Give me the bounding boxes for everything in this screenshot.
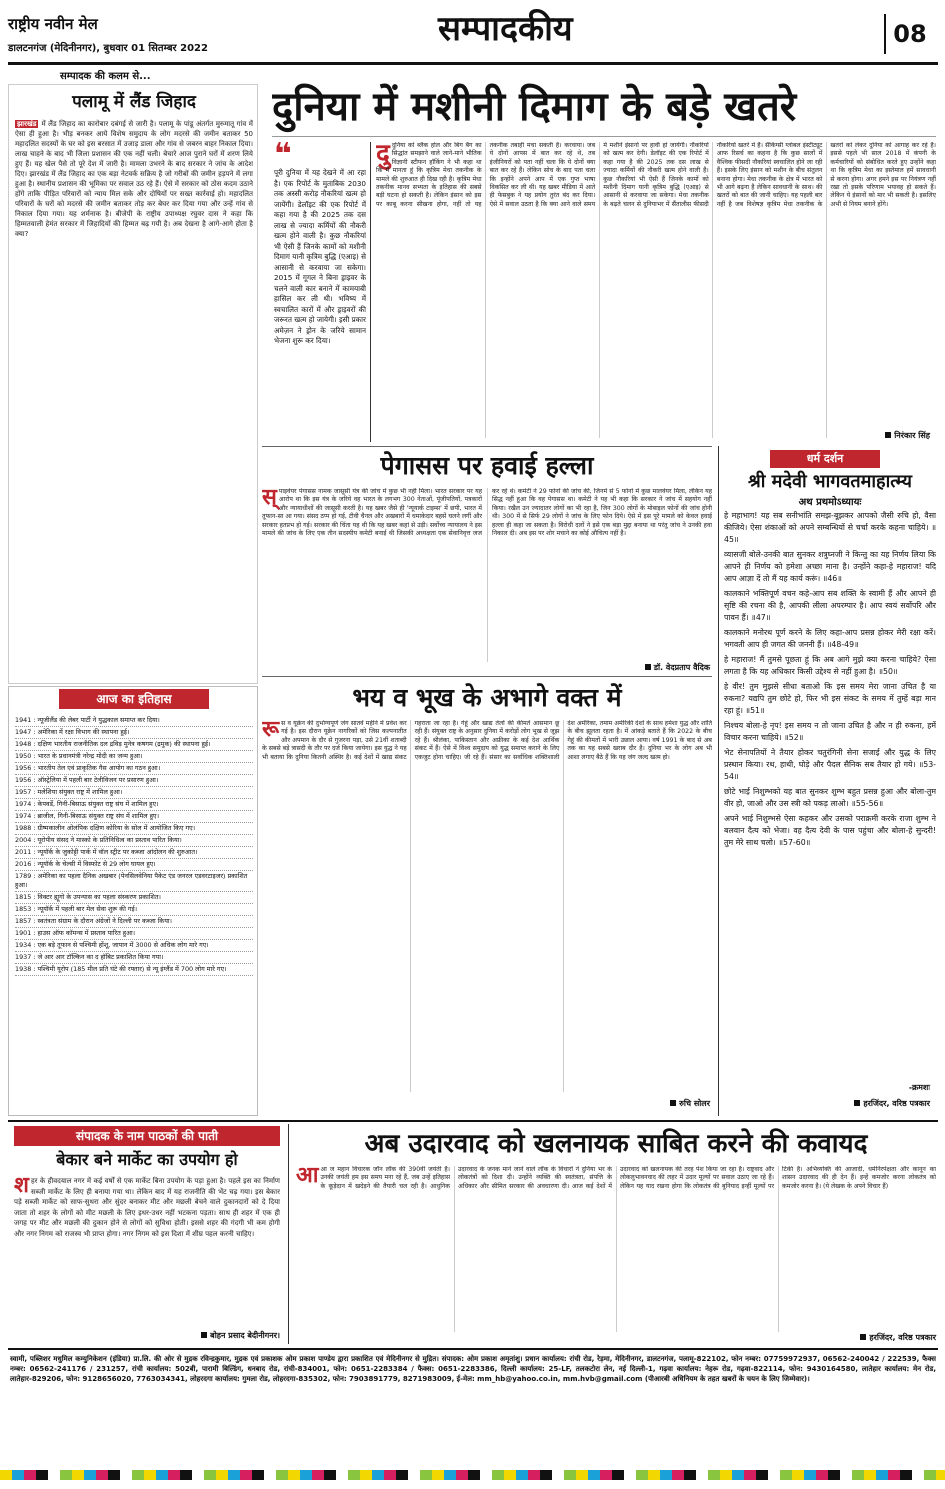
history-list [15, 715, 253, 1111]
verse: कालकाने मनोरथ पूर्ण करने के लिए कहा-आप प्रसन्न होकर मेरी रक्षा करें। भगवती आप ही जगत की जननी हैं। ॥48-49॥ [724, 628, 936, 649]
lead-headline: दुनिया में मशीनी दिमाग के बड़े खतरे [272, 84, 797, 130]
verse: हे महाराज! मैं तुमसे पूछता हूं कि अब आगे मुझे क्या करना चाहिये? ऐसा लगता है कि यह अधिकार किसी उद्देश्य से नहीं हुआ है। ॥50॥ [724, 655, 936, 676]
editor-pen-tag: सम्पादक की कलम से... [60, 71, 151, 82]
lead-byline [780, 430, 930, 441]
list-item: 1988 : ग्रीष्मकालीन ओलंपिक दक्षिण कोरिया के सोल में आयोजित किए गए। [15, 823, 253, 835]
hunger-headline: भय व भूख के अभागे वक्त में [352, 683, 622, 712]
hunger-dropcap: रू [262, 720, 280, 742]
byline-square-icon [885, 432, 891, 438]
letters-headline: बेकार बने मार्केट का उपयोग हो [56, 1150, 238, 1169]
list-item: 1857 : स्वतंत्रता संग्राम के दौरान अंग्रेजों ने दिल्ली पर कब्जा किया। [15, 916, 253, 928]
list-item: 1901 : हाउस ऑफ कॉमन्स में प्रस्ताव पारित हुआ। [15, 928, 253, 940]
mythology-byline-name: हरजिंदर, वरिष्ठ पत्रकार [863, 1099, 930, 1108]
liberalism-byline [780, 1332, 936, 1343]
pegasus-headline: पेगासस पर हवाई हल्ला [380, 451, 594, 480]
masthead [8, 10, 938, 66]
hunger-body [262, 720, 712, 1092]
mythology-banner: धर्म दर्शन [770, 450, 880, 468]
page-number: 08 [884, 14, 934, 54]
verse: निश्चय बोला-हे नृप! इस समय न तो जाना उचित है और न ही रुकना, हमें विचार करना चाहिये। ॥52॥ [724, 721, 936, 742]
pull-quote-text: पूरी दुनिया में यह देखने में आ रहा है। एक रिपोर्ट के मुताबिक 2030 तक अस्सी करोड़ नौकरियां खत्म हो जायेंगी। डेलॉइट की एक रिपोर्ट में कहा गया है की 2025 तक दस लाख से ज्यादा कर्मियों की नौकरी खत्म होने वाली है। कुछ नौकरियां भी ऐसी हैं जिनके कामों को मशीनी दिमाग यानी कृत्रिम बुद्धि (एआइ) से आसानी से करवाया जा सकेगा। 2015 में गूगल ने बिना ड्राइवर के चलने वाली कार बनाने में कामयाबी हासिल कर ली थी। भविष्य में स्वचालित कारों में और ड्राइवरों की जरूरत खत्म हो जायेगी। इसी प्रकार अमेज़न ने ड्रोन के जरिये सामान भेजना शुरू कर दिया। [274, 168, 366, 345]
list-item: 1950 : भारत के प्रधानमंत्री नरेन्द्र मोदी का जन्म हुआ। [15, 751, 253, 763]
list-item: 1948 : दक्षिण भारतीय राजनीतिक दल द्रविड़ मुनेत्र कषगम (द्रमुक) की स्थापना हुई। [15, 739, 253, 751]
lead-pull-quote [274, 137, 366, 442]
list-item: 1956 : भारतीय तेल एवं प्राकृतिक गैस आयोग का गठन हुआ। [15, 763, 253, 775]
list-item: 1957 : मलेशिया संयुक्त राष्ट्र में शामिल हुआ। [15, 787, 253, 799]
list-item: 1853 : न्यूयॉर्क में पहली बार मेल सेवा शुरू की गई। [15, 904, 253, 916]
mythology-continued: -क्रमशः [908, 1083, 930, 1092]
byline-square-icon [201, 1332, 207, 1338]
history-title: आज का इतिहास [59, 689, 209, 709]
column-rule [718, 446, 719, 1116]
history-box [8, 686, 258, 1116]
list-item: 1937 : जे आर आर टॉल्किन का द हॉबिट प्रकाशित किया गया। [15, 952, 253, 964]
hunger-body-text: स व यूक्रेन की दुर्भाग्यपूर्ण जंग सातवें महीने में प्रवेश कर गई है। इस दौरान यूक्रेन नागरिकों को जिस कल्पनातीत और अपमान के दौर से गुजरना पड़ा, उसे 21वीं शताब्दी के सबसे बड़े त्रासदी के तौर पर दर्ज किया जायेगा। इस युद्ध ने यह भी बताया कि दुनिया कितनी अस्थिर है। कई देशों में खाद्य संकट गहराता जा रहा है। गेहूं और खाद्य तेलों की कीमतें आसमान छू रही हैं। संयुक्त राष्ट्र के अनुसार दुनिया में करोड़ों लोग भूख से जूझ रहे हैं। श्रीलंका, पाकिस्तान और अफ्रीका के कई देश आर्थिक संकट में हैं। ऐसे में विश्व समुदाय को युद्ध समाप्त कराने के लिए एकजुट होना चाहिए। जी रहे हैं। संसार का सर्वाधिक शक्तिशाली देश अमेरिका, तमाम अमेरिकी देशों के साथ हमेशा युद्ध और शांति के बीच झूलता रहता है। में आंकड़े बताते हैं कि 2022 के बीच गेहूं की कीमतों में भारी उछाल आया। वर्ष 1991 के बाद से अब तक का यह सबसे खराब दौर है। दुनिया भर के लोग अब भी आशा लगाए बैठे हैं कि यह जंग जल्द खत्म हो। [262, 720, 712, 761]
column-rule [370, 142, 371, 442]
pegasus-byline [560, 662, 710, 673]
letters-banner: संपादक के नाम पाठकों की पाती [14, 1126, 280, 1146]
verse: अपने भाई निशुम्भसे ऐसा कहकर और उसको पराक्रमी करके राजा शुम्भ ने बलवान दैत्य को भेजा। वह दैत्य देवी के पास पहुंचा और बोला-हे सुन्दरी! तुम मेरे साथ चलो। ॥57-60॥ [724, 814, 936, 847]
byline-square-icon [645, 664, 651, 670]
editorial-text: में लैंड जिहाद का कारोबार दबंगई से जारी है। पलामू के पांडू अंतर्गत मुरुमातू गांव में ऐसा ही हुआ है। भीड़ बनकर आये विशेष समुदाय के लोग मदरसे की जमीन बताकर 50 महादलित सदस्यों के घर को इस बरसात में उजाड़ डाला और गांव से जबरन बाहर निकाल दिया। लाख चाहने के बाद भी जिला प्रशासन की एक नहीं चली। बेचारे आज पुराने घरों में शरण लिये हुए हैं। यह खेल पैसे तो पूरे देश में जारी है। मामला उभरने के बाद सरकार ने जांच के आदेश दिए। झारखंड में लैंड जिहाद का एक बड़ा नेटवर्क सक्रिय है जो गरीबों की जमीन हड़पने में लगा हुआ है। स्थानीय प्रशासन की भूमिका पर सवाल उठ रहे हैं। ऐसे में सरकार को ठोस कदम उठाने होंगे ताकि पीड़ित परिवारों को न्याय मिल सके और दोषियों पर सख्त कार्रवाई हो। महादलित परिवारों के घरों को मदरसे की जमीन बताकर तोड़ कर बेघर कर दिया गया और उन्हें गांव से निकाल दिया गया। यह शर्मनाक है। बीजेपी के राष्ट्रीय उपाध्यक्ष रघुवर दास ने कहा कि हिम्मतवाली हेमंत सरकार में जिहादियों की हिम्मत बढ़ गयी है। अब देखना है आगे-आगे होता है क्या? [15, 120, 253, 238]
list-item: 2011 : न्यूयॉर्क के जुकोट्टी पार्क में वॉल स्ट्रीट पर कब्जा आंदोलन की शुरुआत। [15, 847, 253, 859]
lead-rule [272, 136, 936, 137]
mythology-byline [724, 1098, 930, 1109]
hunger-top-rule [262, 676, 712, 677]
mythology-subtitle: अथ प्रथमोऽध्यायः [798, 497, 862, 508]
pegasus-dropcap: स् [262, 488, 277, 510]
imprint-rule [8, 1348, 938, 1350]
mythology-verses [724, 510, 936, 1078]
pegasus-body [262, 488, 712, 662]
dateline: डालटनगंज (मेदिनीनगर), बुधवार 01 सितम्बर 2022 [8, 43, 208, 54]
quote-mark-icon: ❝ [274, 137, 292, 172]
masthead-rule [8, 62, 938, 65]
list-item: 1934 : एक बड़े तूफान से पश्चिमी होंशू, जापान में 3000 से अधिक लोग मारे गए। [15, 940, 253, 952]
section-title: सम्पादकीय [438, 9, 573, 49]
hunger-byline-name: रुचि सोलर [679, 1099, 710, 1108]
list-item: 1815 : विक्टर ह्यूगो के उपन्यास का पहला संस्करण प्रकाशित। [15, 892, 253, 904]
lead-body [376, 142, 936, 438]
verse: भेट सेनापतियों ने तैयार होकर चतुरंगिनी सेना सजाई और युद्ध के लिए प्रस्थान किया। रथ, हाथी, घोड़े और पैदल सैनिक सब तैयार हो गये। ॥53-54॥ [724, 748, 936, 781]
imprint-text: स्वामी, पब्लिशर मधुमिल कम्युनिकेशन (इंडिया) प्रा.लि. की ओर से मुद्रक रविन्द्रकुमार, मुद्रक एवं प्रकाशक ओम प्रकाश पाण्डेय द्वारा प्रकाशित एवं मेदिनीनगर से मुद्रित। संपादक: ओम प्रकाश अमृतांशु। प्रधान कार्यालय: रांची रोड, रेड़मा, मेदिनीनगर, डालटनगंज, पलामू-822102, फोन नम्बर: 07759972937, 06562-240042 / 222539, फैक्स नम्बर: 06562-241176 / 231257, रांची कार्यालय: 502बी, पारामी बिल्डिंग, धनबाद रोड, रांची-834001, फोन: 0651-2283384 / फैक्स: 0651-2283386, दिल्ली कार्यालय: 25-LF, तलकटोरा लेन, नई दिल्ली-1, गढ़वा कार्यालय: नेहरू रोड, गढ़वा-822114, फोन: 9430164580, लातेहार कार्यालय: मेन रोड, लातेहार-829206, फोन: 9128656020, 7763034341, लोहरदगा कार्यालय: गुमला रोड, लोहरदगा-835302, फोन: 7903891779, 8271983009, ई-मेल: mm_hb@yahoo.co.in, mm.hvb@gmail.com (पीआरबी अधिनियम के तहत खबरों के चयन के लिए जिम्मेवार)। [10, 1355, 936, 1383]
editorial-lead: झारखंड [17, 120, 37, 128]
letters-byline-name: बोहन प्रसाद बेदीनीगनर। [210, 1331, 280, 1340]
liberalism-dropcap: आ [296, 1166, 319, 1188]
pegasus-top-rule [262, 446, 712, 447]
byline-square-icon [860, 1334, 866, 1340]
letters-body [14, 1176, 280, 1326]
list-item: 2016 : न्यूयॉर्क के चेल्सी में विस्फोट से 29 लोग घायल हुए। [15, 859, 253, 871]
letters-byline [90, 1330, 280, 1341]
list-item: 1947 : अमेरिका में रक्षा विभाग की स्थापना हुई। [15, 727, 253, 739]
pegasus-body-text: पाइवेयर पेगासस नामक जासूसी यंत्र की जांच में कुछ भी नहीं मिला। भारत सरकार पर यह आरोप था कि इस यंत्र के जरिये वह भारत के लगभग 300 नेताओं, पूंजीपतियों, पत्रकारों और न्यायाधीशों की जासूसी करती है। यह खबर जैसे ही 'न्यूयार्क टाइम्स' में छपी, भारत में तूफान-सा आ गया। संसद ठप्प हो गई, टीवी चैनल और अखबारों में धमाकेदार बहसें चलने लगीं और सरकार हतप्रभ हो गई। सरकार की चिंता यह थी कि यह खबर कहां से उड़ी। सर्वोच्च न्यायालय ने इस मामले की जांच के लिए एक तीन सदस्यीय कमेटी बनाई थी जिसकी अध्यक्षता एक सेवानिवृत्त जज कर रहे थे। कमेटी ने 29 फोनों की जांच की, जिनमें से 5 फोनों में कुछ मालवेयर मिला, लेकिन यह सिद्ध नहीं हुआ कि वह पेगासस था। कमेटी ने यह भी कहा कि सरकार ने जांच में सहयोग नहीं किया। रखैल उन ज्यादातर लोगों का भी रहा है, जिन 300 लोगों के मोबाइल फोनों की जांच होनी थी। 300 में से सिर्फ 29 लोगों ने जांच के लिए फोन दिये। ऐसे में इस पूरे मामले को केवल हवाई हल्ला ही कहा जा सकता है। विरोधी दलों ने इसे एक बड़ा मुद्दा बनाया था परंतु जांच ने उनकी हवा निकाल दी। अब इस पर शोर मचाने का कोई औचित्य नहीं है। [262, 488, 712, 538]
lead-body-text: दुनिया को ब्लैक होल और बिग बैंग का सिद्धांत समझाने वाले जाने-माने भौतिक विज्ञानी स्टीफन हॉकिंग ने भी कहा था कि मैं मानता हूं कि कृत्रिम मेधा तकनीक के मामले की शुरुआत ही दिख रही है। कृत्रिम मेधा तकनीक मानव सभ्यता के इतिहास की सबसे बड़ी घटना हो सकती है। लेकिन इंसान को इस पर काबू करना सीखना होगा, नहीं तो यह तकनीक तबाही मचा सकती है। करवाया। जब ये दोनों आपस में बात कर रहे थे, तब इंजीनियरों को पता नहीं चला कि ये दोनों क्या बात कर रहे हैं। लेकिन सोच के बाद पता चला कि इन्होंने अपने आप में एक गुप्त भाषा विकसित कर ली थी। यह खबर मीडिया में आते ही फेसबुक ने यह प्रयोग तुरंत बंद कर दिया। ऐसे में सवाल उठता है कि क्या आने वाले समय में मशीनें इंसानों पर हावी हो जायेंगी। नौकरियों को खत्म कर देगी। डेलॉइट की एक रिपोर्ट में कहा गया है की 2025 तक दस लाख से ज्यादा कर्मियों की नौकरी खत्म होने वाली है। कुछ नौकरियां भी ऐसी हैं जिनके कामों को मशीनी दिमाग यानी कृत्रिम बुद्धि (एआइ) से आसानी से करवाया जा सकेगा। मेधा तकनीक के बढ़ते चलन से दुनियाभर में सैंतालीस फीसदी नौकरियों खतरे में हैं। सैकिंग्सी ग्लोबल इंस्टीट्यूट आफ रिसर्च का कहना है कि कुछ सालों में वैश्विक फीसदी नौकरियां स्वचालित होने जा रही हैं। इसके लिए इंसान को मशीन के बीच संतुलन बनाना होगा। मेधा तकनीक के क्षेत्र में भारत को भी आगे बढ़ना है लेकिन सावधानी के साथ। की खतरों को बात की जानी चाहिए। यह पहली बार नहीं है जब विशेषज्ञ कृत्रिम मेधा तकनीक के खतरों को लेकर दुनिया को आगाह कर रहे हैं। इससे पहले भी साल 2018 में कंपनी के कर्मचारियों को संबोधित करते हुए उन्होंने कहा था कि कृत्रिम मेधा का इस्तेमाल हमें सावधानी से करना होगा। अगर हमने इस पर नियंत्रण नहीं रखा तो इसके परिणाम भयावह हो सकते हैं। लेकिन ये इंसानों को मार भी सकती है। इसलिए अभी से नियम बनाने होंगे। [376, 142, 936, 208]
list-item: 1974 : केपवर्डे, गिनी-बिसाऊ संयुक्त राष्ट्र संघ में शामिल हुए। [15, 799, 253, 811]
liberalism-body [296, 1166, 936, 1332]
list-item: 1956 : ऑस्ट्रेलिया में पहली बार टेलीविजन पर प्रसारण हुआ। [15, 775, 253, 787]
verse: हे महाभाग! यह सब सनीभांति समझ-बूझकर आपको जैसी रुचि हो, वैसा कीजिये। ऐसा शंकाओं को अपने सम्बन्धियों से चर्चा करके कहना चाहिये। ॥45॥ [724, 511, 936, 544]
column-rule [288, 1124, 289, 1344]
editorial-title: पलामू में लैंड जिहाद [72, 92, 196, 112]
liberalism-byline-name: हरजिंदर, वरिष्ठ पत्रकार [869, 1333, 936, 1342]
list-item: 1789 : अमेरिका का पहला दैनिक अखबार (पेनसिलवेनिया पैकेट एंड जनरल एडवरटाइजर) प्रकाशित हुआ। [15, 871, 253, 892]
letters-body-text: हर के हीवदयाल नगर में कई वर्षों से एक मार्केट बिना उपयोग के पड़ा हुआ है। पहले इस का निर्माण सब्जी मार्केट के लिए ही बनाया गया था। लेकिन बाद में यह राजनीति की भेंट चढ़ गया। इस बेकार पड़े सब्जी मार्केट को साफ-सुथरा और सुंदर बनाकर मीट और मछली बेचने वाले दुकानदारों को दे दिया जाता तो शहर के लोगों को मीट मछली के लिए इधर-उधर नहीं भटकना पड़ता। साथ ही शहर में एक ही जगह पर मीट और मछली की दुकान होने से लोगों को सुविधा होती। इससे शहर की गंदगी भी कम होगी और नगर निगम को राजस्व भी प्राप्त होगा। नगर निगम को इस दिशा में शीघ्र पहल करनी चाहिए। [14, 1177, 280, 1238]
byline-square-icon [854, 1100, 860, 1106]
paper-name: राष्ट्रीय नवीन मेल [8, 15, 98, 33]
lead-byline-name: निरंकार सिंह [894, 431, 930, 440]
letters-dropcap: श [14, 1176, 29, 1198]
liberalism-headline: अब उदारवाद को खलनायक साबित करने की कवायद [364, 1129, 868, 1159]
lower-row-rule [8, 1120, 938, 1122]
verse: कालकाने भक्तिपूर्ण वचन कहे-आप सब शक्ति के स्वामी हैं और आपने ही सृष्टि की रचना की है, आपकी लीला अपरम्पार है। आप स्वयं सर्वोपरि और पावन हैं। ॥47॥ [724, 589, 936, 622]
byline-square-icon [670, 1100, 676, 1106]
pegasus-byline-name: डॉ. वेदप्रताप वैदिक [653, 663, 710, 672]
editorial-body [15, 119, 253, 679]
list-item: 2004 : यूरोपीय संसद ने मास्को के प्रतिनिधित्व का प्रस्ताव पारित किया। [15, 835, 253, 847]
list-item: 1941 : न्यूजीलैंड की लेबर पार्टी ने युद्धकाल समाप्त कर दिया। [15, 715, 253, 727]
verse: हे वीर! तुम मुझसे सीधा बताओ कि इस समय मेरा जाना उचित है या रुकना? यद्यपि तुम छोटे हो, फिर भी इस संकट के समय में तुम्हें बड़ा मान रहा हूं। ॥51॥ [724, 682, 936, 715]
mythology-title: श्री मदेवी भागवतमाहात्म्य [747, 471, 912, 492]
list-item: 1938 : पश्चिमी यूरोप (185 मील प्रति घंटे की रफ्तार) से न्यू इंग्लैंड में 700 लोग मारे गए। [15, 964, 253, 976]
editorial-box [8, 84, 258, 684]
color-strip [0, 1470, 945, 1480]
verse: व्यासजी बोले-उनकी बात सुनकर शत्रुघ्नजी ने किन्तु का यह निर्णय लिया कि आपने ही निर्णय को हमेशा अच्छा माना है। उन्होंने कहा-हे महाराज! यदि आप आज्ञा दें तो मैं यह कार्य करूं। ॥46॥ [724, 550, 936, 583]
liberalism-body-text: आ ज महान विचारक जॉन लॉक की 390वीं जयंती है। उनकी जयंती हम इस समय मना रहे हैं, जब उन्हें इतिहास के कूड़ेदान में खदेड़ने की तैयारी चल रही है। आधुनिक उदारवाद के जनक माने जाने वाले लॉक के विचारों ने दुनिया भर के लोकतंत्रों को दिशा दी। उन्होंने व्यक्ति की स्वतंत्रता, संपत्ति के अधिकार और सीमित सरकार की अवधारणा दी। आज कई देशों में उदारवाद को खलनायक की तरह पेश किया जा रहा है। राष्ट्रवाद और लोकलुभावनवाद की लहर में उदार मूल्यों पर सवाल उठाए जा रहे हैं। लेकिन यह याद रखना होगा कि लोकतंत्र की बुनियाद इन्हीं मूल्यों पर टिकी है। अभिव्यक्ति की आजादी, धर्मनिरपेक्षता और कानून का शासन उदारवाद की ही देन हैं। इन्हें कमजोर करना लोकतंत्र को कमजोर करना है। (ये लेखक के अपने विचार हैं) [320, 1166, 936, 1190]
list-item: 1974 : ब्राजील, गिनी-बिसाऊ संयुक्त राष्ट्र संघ में शामिल हुए। [15, 811, 253, 823]
lead-dropcap: दु [376, 142, 390, 169]
verse: छोटे भाई निशुम्भको यह बात सुनकर शुम्भ बहुत प्रसन्न हुआ और बोला-तुम वीर हो, जाओ और उस स्त्री को पकड़ लाओ। ॥55-56॥ [724, 787, 936, 808]
hunger-byline [560, 1098, 710, 1109]
